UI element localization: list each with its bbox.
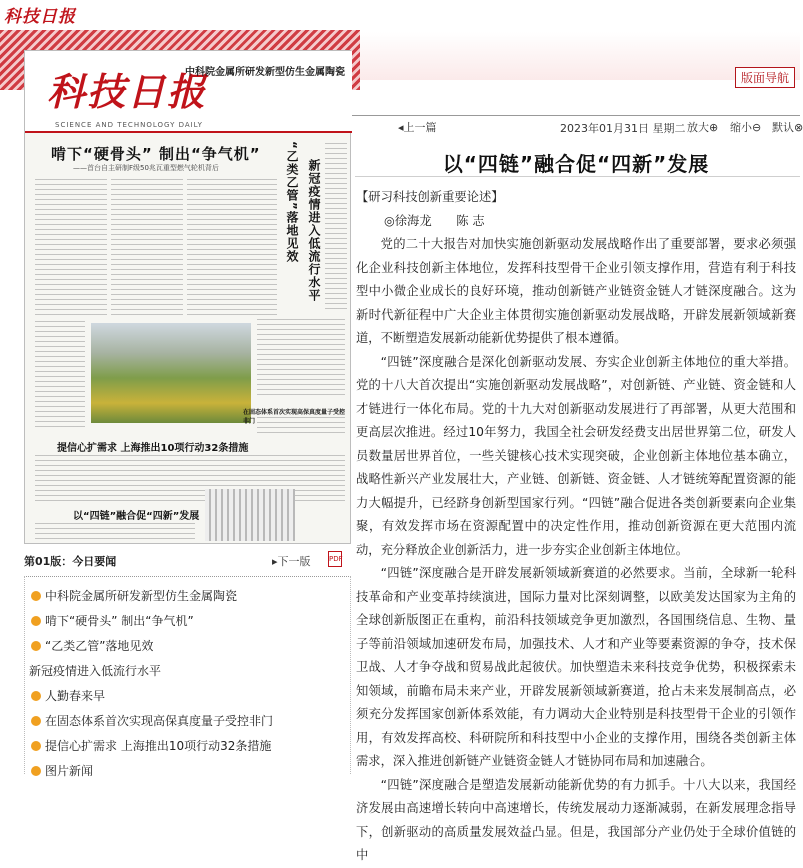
zoom-default-button[interactable]: 默认⊗	[772, 121, 803, 134]
toc-item[interactable]: 人勤春来早	[31, 687, 105, 704]
bullet-icon	[31, 766, 41, 776]
zoom-in-icon: ⊕	[709, 121, 719, 134]
paper-subheadline-1: ——首台自主研制F级50兆瓦重型燃气轮机背后	[73, 164, 219, 172]
toc-item[interactable]: 啃下“硬骨头” 制出“争气机”	[31, 612, 194, 629]
bullet-icon	[31, 591, 41, 601]
article-toolbar	[352, 115, 803, 137]
toc-item[interactable]: 在固态体系首次实现高保真度量子受控非门	[31, 712, 273, 729]
article-authors: ◎徐海龙 陈 志	[384, 213, 485, 228]
zoom-in-button[interactable]: 放大⊕	[687, 121, 719, 134]
toc-item[interactable]: 提信心扩需求 上海推出10项行动32条措施	[31, 737, 271, 754]
masthead-title: 科技日报	[47, 69, 208, 114]
article-paragraph: “四链”深度融合是开辟发展新领域新赛道的必然要求。当前，全球新一轮科技革命和产业变革持续演进，国际力量对比深刻调整，以欧美发达国家为主角的全球创新版图正在重构，前沿科技领域竞争更加激烈，各国围绕信息、生物、量子等前沿领域加速研发布局，加强技术、人才和产业等要素资源的争夺，技术保卫战、人才争夺战和贸易战此起彼伏。加快塑造未来科技竞争优势，积极探索未知领域，前瞻布局未来产业，开辟发展新领域新赛道，抢占未来发展制高点，必须充分发挥国家创新体系效能，有力调动大企业特别是科技型骨干企业的引领作用，有效发挥高校、科研院所和科技型中小企业的支撑作用，围绕各类创新主体需求，深入推进创新链产业链资金链人才链协同布局和加速融合。	[356, 566, 796, 768]
article-paragraph: 党的二十大报告对加快实施创新驱动发展战略作出了重要部署，要求必须强化企业科技创新主体地位，发挥科技型骨干企业引领支撑作用，营造有利于科技型中小微企业成长的良好环境，推动创新链产业链资金链人才链深度融合。这为新时代新征程中广大企业主体贯彻实施创新驱动发展战略，开辟发展新领域新赛道，不断塑造发展新动能新优势提供了根本遵循。	[356, 237, 796, 345]
zoom-out-icon: ⊖	[752, 121, 762, 134]
bullet-icon	[31, 691, 41, 701]
masthead-divider	[25, 131, 352, 133]
paper-text-column	[187, 179, 277, 315]
paper-headline-1[interactable]: 啃下“硬骨头” 制出“争气机”	[51, 145, 261, 163]
paper-photo-fields[interactable]	[91, 323, 251, 423]
paper-text-column	[35, 321, 85, 431]
masthead-english: SCIENCE AND TECHNOLOGY DAILY	[55, 121, 203, 129]
bullet-icon	[31, 741, 41, 751]
zoom-out-button[interactable]: 缩小⊖	[730, 121, 762, 134]
pdf-icon[interactable]: PDF	[328, 551, 342, 567]
paper-headline-3[interactable]: 以“四链”融合促“四新”发展	[73, 511, 200, 522]
paper-headline-2[interactable]: 提信心扩需求 上海推出10项行动32条措施	[57, 443, 249, 454]
article-title-rule	[355, 176, 800, 177]
paper-photo-factory[interactable]	[205, 489, 295, 541]
zoom-reset-icon: ⊗	[794, 121, 803, 134]
paper-vertical-headline-1[interactable]: “乙类乙管”落地见效	[285, 141, 299, 263]
article-paragraph: “四链”深度融合是塑造发展新动能新优势的有力抓手。十八大以来，我国经济发展由高速增长转向中高速增长，传统发展动力逐渐减弱，在新发展理念指导下，创新驱动的高质量发展效益凸显。但是，我国部分产业仍处于全球价值链的中	[356, 777, 796, 862]
paper-text-column	[35, 523, 195, 541]
toc-item[interactable]: 新冠疫情进入低流行水平	[29, 664, 162, 678]
article-body	[356, 186, 796, 862]
article-column-tag: 【研习科技创新重要论述】	[356, 190, 504, 204]
edition-bar	[24, 551, 351, 569]
article-date: 2023年01月31日 星期二	[560, 122, 686, 135]
paper-text-column	[257, 319, 345, 399]
bullet-icon	[31, 716, 41, 726]
paper-text-column	[35, 179, 107, 315]
edition-label: 第01版：今日要闻	[24, 555, 117, 568]
paper-right-headline[interactable]: 在固态体系首次实现高保真度量子受控非门	[243, 409, 346, 425]
toc-item[interactable]: 中科院金属所研发新型仿生金属陶瓷	[31, 587, 237, 604]
paper-text-column	[35, 455, 345, 501]
bullet-icon	[31, 641, 41, 651]
paper-text-column	[325, 143, 347, 313]
masthead	[25, 51, 352, 133]
article-title: 以“四链”融合促“四新”发展	[442, 152, 710, 176]
bullet-icon	[31, 616, 41, 626]
toc-item[interactable]: “乙类乙管”落地见效	[31, 637, 153, 654]
prev-article-link[interactable]: ◂上一篇	[398, 121, 437, 134]
masthead-lead-headline[interactable]: 中科院金属所研发新型仿生金属陶瓷	[185, 67, 345, 78]
paper-vertical-headline-2[interactable]: 新冠疫情进入低流行水平	[307, 159, 321, 302]
edition-toc	[24, 576, 351, 778]
paper-text-column	[111, 179, 183, 315]
article-paragraph: “四链”深度融合是深化创新驱动发展、夯实企业创新主体地位的重大举措。党的十八大首次提出“实施创新驱动发展战略”，对创新链、产业链、资金链和人才链进行一体化布局。党的十九大对创新驱动发展进行了再部署，从更大范围和更高层次推进。经过10年努力，我国全社会研发经费支出居世界第二位，研发人员数量居世界首位，一些关键核心技术实现突破，企业创新主体地位基本确立，战略性新兴产业发展壮大，产业链、创新链、资金链、人才链统筹配置资源的能力大幅提升，已经跻身创新型国家行列。“四链”融合促进各类创新要素向企业集聚，有效发挥市场在资源配置中的决定性作用，推动创新资源在更大范围内流动，充分释放企业创新活力，进一步夯实企业创新主体地位。	[356, 354, 796, 557]
toc-item[interactable]: 图片新闻	[31, 762, 93, 779]
section-nav-button[interactable]: 版面导航	[735, 67, 795, 88]
site-logo[interactable]: 科技日报	[4, 7, 76, 27]
newspaper-page-thumbnail[interactable]	[24, 50, 351, 544]
next-edition-link[interactable]: ▸下一版	[272, 555, 311, 568]
